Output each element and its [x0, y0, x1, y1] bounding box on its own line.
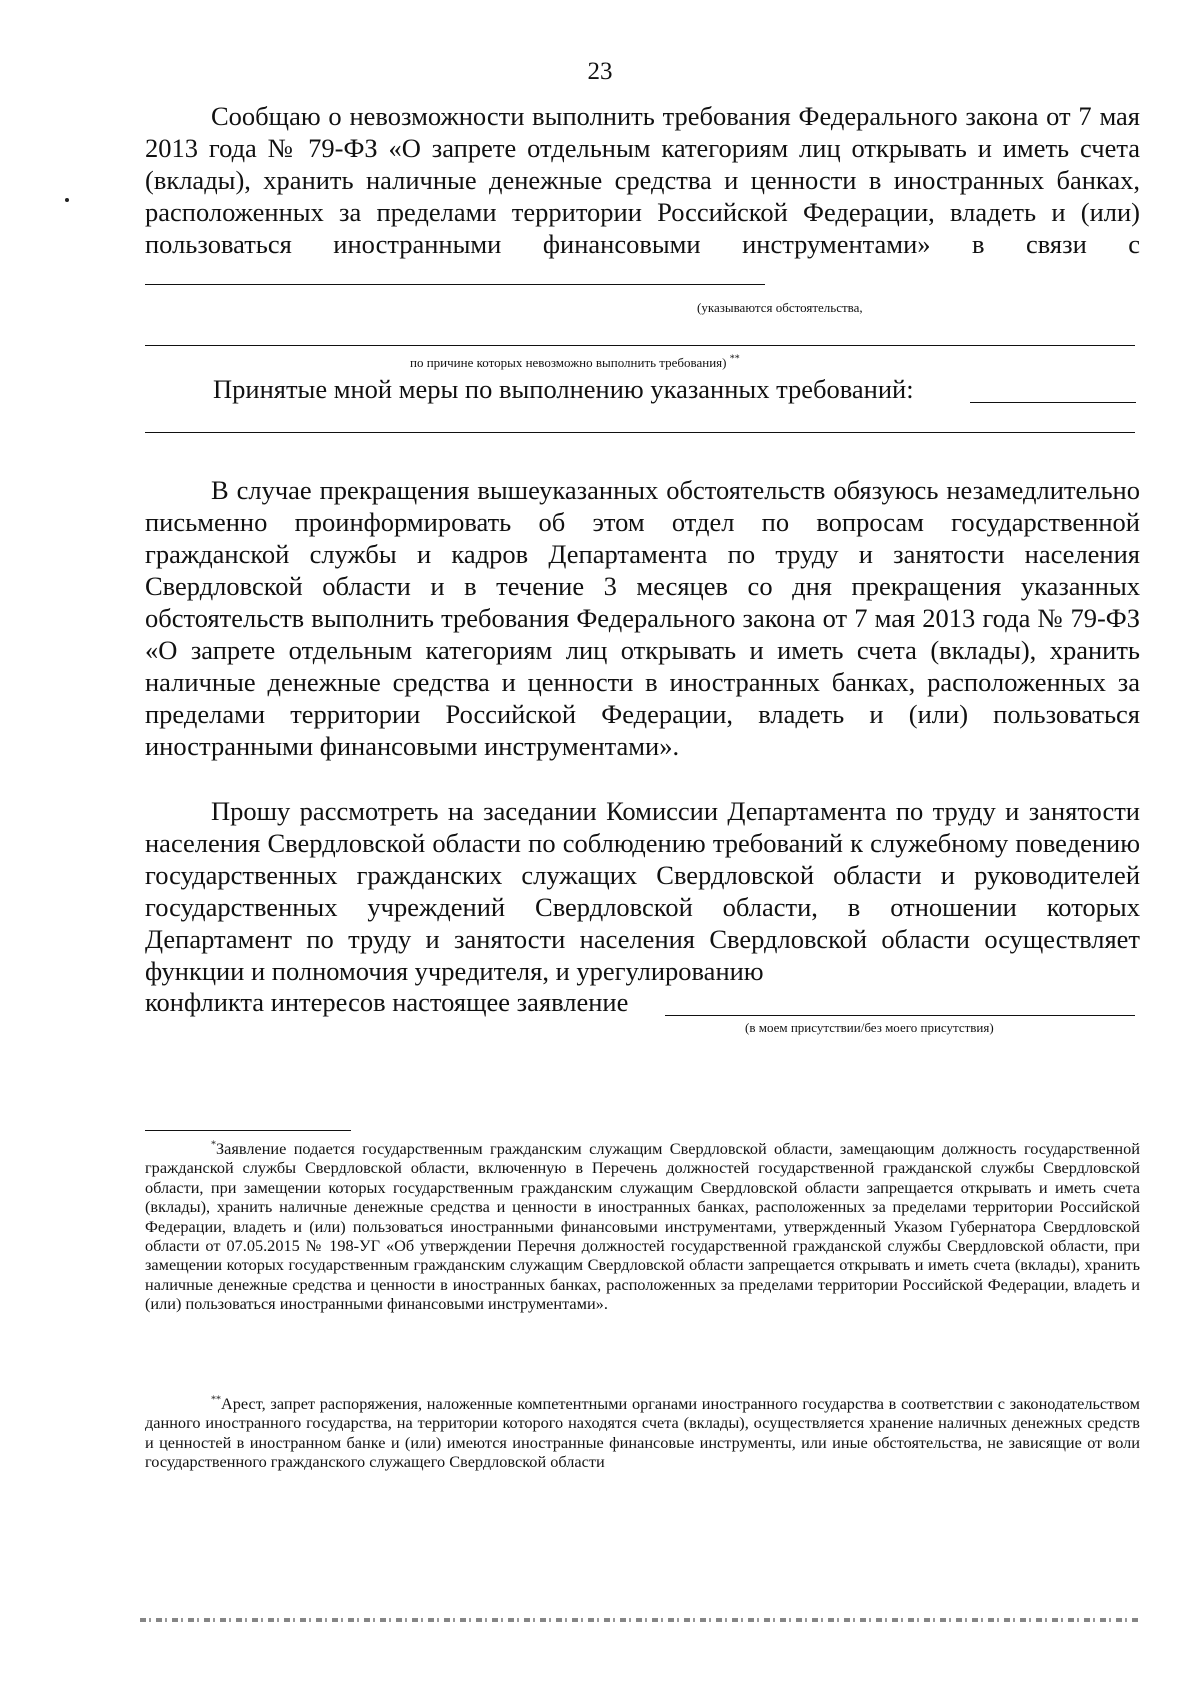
footnote-1-mark: * — [211, 1139, 216, 1151]
footnote-2 — [145, 1394, 1140, 1472]
measures-label: Принятые мной меры по выполнению указанных требований: — [213, 374, 914, 404]
statement-text: Сообщаю о невозможности выполнить требования Федерального закона от 7 мая 2013 года № 79-ФЗ «О запрете отдельным категориям лиц открывать и иметь счета (вклады), хранить наличные денежные средства и ценности в иностранных банках, расположенных за пределами территории Российской Федерации, владеть и (или) пользоваться иностранными финансовыми инструментами» в связи с — [145, 101, 1140, 259]
footnote-2-mark: ** — [211, 1394, 221, 1406]
presence-fill-line — [665, 1015, 1135, 1016]
statement-paragraph — [145, 100, 1140, 292]
circumstances-fill-line — [145, 283, 765, 285]
circumstances-note: (указываются обстоятельства, — [697, 300, 863, 315]
footnote-separator — [145, 1130, 351, 1131]
request-last-line: конфликта интересов настоящее заявление — [145, 987, 629, 1017]
measures-line-2 — [145, 432, 1135, 433]
page-number: 23 — [587, 58, 613, 85]
scan-speck — [65, 198, 69, 202]
measures-fill-line — [970, 402, 1136, 403]
footnote-2-text: Арест, запрет распоряжения, наложенные компетентными органами иностранного государства в соответствии с законодательством данного иностранного государства, на территории которого находятся счета (вклады), осуществляется хранение наличных денежных средств и ценностей в иностранном банке и (или) имеются иностранные финансовые инструменты, или иные обстоятельства, не зависящие от воли государственного гражданского служащего Свердловской области — [145, 1394, 1140, 1472]
obligation-paragraph: В случае прекращения вышеуказанных обстоятельств обязуюсь незамедлительно письменно проинформировать об этом отдел по вопросам государственной гражданской службы и кадров Департамента по труду и занятости населения Свердловской области и в течение 3 месяцев со дня прекращения указанных обстоятельств выполнить требования Федерального закона от 7 мая 2013 года № 79-ФЗ «О запрете отдельным категориям лиц открывать и иметь счета (вклады), хранить наличные денежные средства и ценности в иностранных банках, расположенных за пределами территории Российской Федерации, владеть и (или) пользоваться иностранными финансовыми инструментами». — [145, 475, 1140, 761]
scan-noise-line — [140, 1618, 1140, 1622]
reasons-note: по причине которых невозможно выполнить требования) ** — [410, 353, 740, 370]
footnote-1-text: Заявление подается государственным гражданским служащим Свердловской области, замещающим должность государственной гражданской службы Свердловской области, включенную в Перечень должностей государственной гражданской службы Свердловской области, при замещении которых государственным гражданским служащим Свердловской области запрещается открывать и иметь счета (вклады), хранить наличные денежные средства и ценности в иностранных банках, расположенных за пределами территории Российской Федерации, владеть и (или) пользоваться иностранными финансовыми инструментами, утвержденный Указом Губернатора Свердловской области от 07.05.2015 № 198-УГ «Об утверждении Перечня должностей государственной гражданской службы Свердловской области, при замещении которых государственным гражданским служащим Свердловской области запрещается открывать и иметь счета (вклады), хранить наличные денежные средства и ценности в иностранных банках, расположенных за пределами территории Российской Федерации, владеть и (или) пользоваться иностранными финансовыми инструментами». — [145, 1139, 1140, 1314]
request-paragraph: Прошу рассмотреть на заседании Комиссии Департамента по труду и занятости населения Свердловской области по соблюдению требований к служебному поведению государственных гражданских служащих Свердловской области и руководителей государственных учреждений Свердловской области, в отношении которых Департамент по труду и занятости населения Свердловской области осуществляет функции и полномочия учредителя, и урегулированию — [145, 796, 1140, 986]
footnote-1 — [145, 1139, 1140, 1314]
circumstances-line-2 — [145, 345, 1135, 346]
presence-note: (в моем присутствии/без моего присутствия) — [745, 1020, 994, 1035]
